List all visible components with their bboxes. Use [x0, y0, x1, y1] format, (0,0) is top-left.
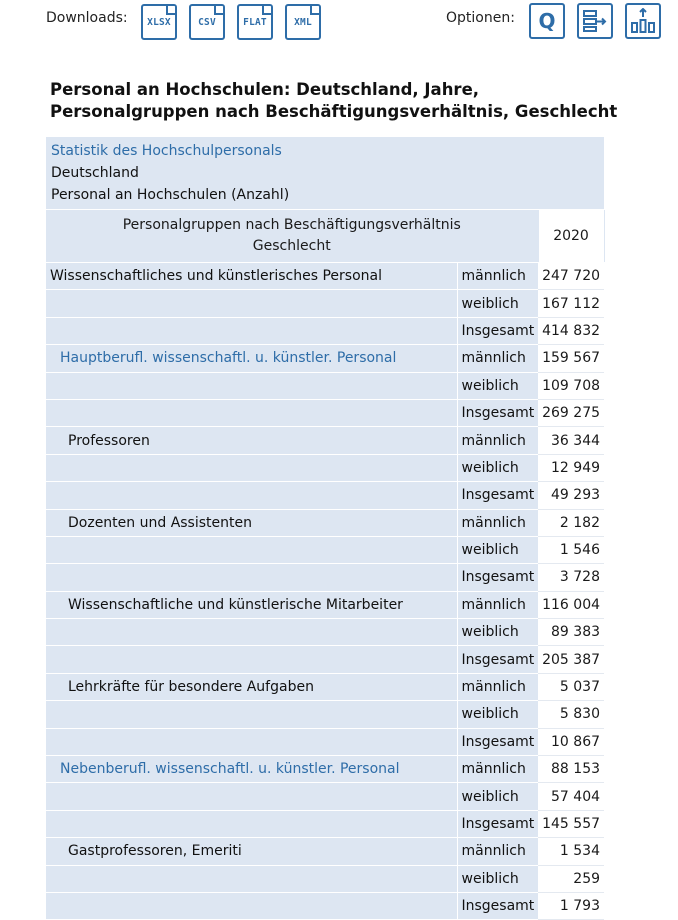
row-group-label: Wissenschaftliche und künstlerische Mitarbeiter — [46, 591, 457, 618]
table-meta — [46, 137, 604, 210]
row-value: 1 546 — [538, 536, 604, 563]
table-row — [46, 263, 604, 290]
row-group-label — [46, 399, 457, 426]
row-sex-label: weiblich — [457, 865, 538, 892]
file-xml-icon: XML — [294, 16, 312, 28]
row-value: 10 867 — [538, 728, 604, 755]
row-value: 205 387 — [538, 646, 604, 673]
row-sex-label: weiblich — [457, 290, 538, 317]
row-sex-label: Insgesamt — [457, 399, 538, 426]
row-value: 5 037 — [538, 673, 604, 700]
row-value: 145 557 — [538, 810, 604, 837]
table-row — [46, 673, 604, 700]
row-value: 49 293 — [538, 482, 604, 509]
table-row — [46, 345, 604, 372]
table-row — [46, 290, 604, 317]
table-header-row — [46, 210, 604, 263]
row-value: 36 344 — [538, 427, 604, 454]
row-group-label — [46, 290, 457, 317]
file-csv-icon: CSV — [198, 16, 216, 28]
table-row — [46, 756, 604, 783]
row-group-label[interactable]: Nebenberufl. wissenschaftl. u. künstler. Personal — [46, 756, 457, 783]
row-sex-label: weiblich — [457, 536, 538, 563]
row-value: 89 383 — [538, 619, 604, 646]
table-row — [46, 482, 604, 509]
pivot-button[interactable] — [577, 3, 613, 39]
row-value: 3 728 — [538, 564, 604, 591]
row-value: 109 708 — [538, 372, 604, 399]
table-row — [46, 783, 604, 810]
row-group-label — [46, 317, 457, 344]
table-row — [46, 509, 604, 536]
row-value: 259 — [538, 865, 604, 892]
row-sex-label: Insgesamt — [457, 892, 538, 919]
pivot-arrange-icon — [582, 9, 608, 33]
row-sex-label: weiblich — [457, 619, 538, 646]
row-group-label — [46, 564, 457, 591]
row-value: 167 112 — [538, 290, 604, 317]
row-group-label — [46, 865, 457, 892]
row-group-label — [46, 482, 457, 509]
row-value: 247 720 — [538, 263, 604, 290]
column-header-line2: Geschlecht — [252, 238, 331, 254]
row-value: 57 404 — [538, 783, 604, 810]
row-group-label — [46, 646, 457, 673]
meta-source[interactable]: Statistik des Hochschulpersonals — [51, 143, 282, 159]
row-group-label — [46, 810, 457, 837]
meta-measure: Personal an Hochschulen (Anzahl) — [51, 187, 290, 203]
row-group-label[interactable]: Hauptberufl. wissenschaftl. u. künstler. Personal — [46, 345, 457, 372]
row-sex-label: weiblich — [457, 783, 538, 810]
column-header-line1: Personalgruppen nach Beschäftigungsverhältnis — [122, 217, 461, 233]
row-value: 1 793 — [538, 892, 604, 919]
row-group-label — [46, 892, 457, 919]
meta-region: Deutschland — [51, 165, 139, 181]
row-sex-label: Insgesamt — [457, 810, 538, 837]
row-group-label: Gastprofessoren, Emeriti — [46, 838, 457, 865]
row-group-label — [46, 372, 457, 399]
row-value: 116 004 — [538, 591, 604, 618]
download-xlsx-button[interactable] — [141, 4, 177, 40]
table-title-line2: Personalgruppen nach Beschäftigungsverhältnis, Geschlecht — [50, 102, 618, 121]
row-value: 2 182 — [538, 509, 604, 536]
row-group-label: Dozenten und Assistenten — [46, 509, 457, 536]
table-row — [46, 619, 604, 646]
row-value: 159 567 — [538, 345, 604, 372]
row-group-label — [46, 619, 457, 646]
row-group-label: Professoren — [46, 427, 457, 454]
table-row — [46, 810, 604, 837]
table-row — [46, 427, 604, 454]
row-sex-label: männlich — [457, 427, 538, 454]
download-xml-button[interactable] — [285, 4, 321, 40]
row-group-label — [46, 783, 457, 810]
column-header — [46, 210, 538, 263]
download-csv-button[interactable] — [189, 4, 225, 40]
table-row — [46, 646, 604, 673]
row-group-label — [46, 728, 457, 755]
row-sex-label: männlich — [457, 591, 538, 618]
row-sex-label: männlich — [457, 345, 538, 372]
row-value: 1 534 — [538, 838, 604, 865]
query-button[interactable] — [529, 3, 565, 39]
table-row — [46, 892, 604, 919]
table-row — [46, 317, 604, 344]
table-row — [46, 701, 604, 728]
year-header: 2020 — [538, 210, 604, 263]
row-value: 5 830 — [538, 701, 604, 728]
row-group-label: Lehrkräfte für besondere Aufgaben — [46, 673, 457, 700]
row-group-label — [46, 701, 457, 728]
data-table-body — [46, 137, 604, 920]
download-flat-button[interactable] — [237, 4, 273, 40]
file-xlsx-icon: XLSX — [147, 16, 171, 28]
row-sex-label: männlich — [457, 756, 538, 783]
row-value: 414 832 — [538, 317, 604, 344]
row-sex-label: weiblich — [457, 454, 538, 481]
row-group-label — [46, 536, 457, 563]
row-sex-label: weiblich — [457, 372, 538, 399]
row-sex-label: männlich — [457, 838, 538, 865]
row-sex-label: männlich — [457, 673, 538, 700]
table-row — [46, 454, 604, 481]
row-group-label — [46, 454, 457, 481]
row-sex-label: Insgesamt — [457, 728, 538, 755]
row-value: 12 949 — [538, 454, 604, 481]
table-row — [46, 536, 604, 563]
row-sex-label: männlich — [457, 509, 538, 536]
row-sex-label: Insgesamt — [457, 564, 538, 591]
row-group-label: Wissenschaftliches und künstlerisches Personal — [46, 263, 457, 290]
row-sex-label: Insgesamt — [457, 646, 538, 673]
table-row — [46, 372, 604, 399]
table-title — [50, 79, 650, 123]
data-table — [46, 137, 605, 920]
file-flat-icon: FLAT — [243, 16, 267, 28]
row-value: 269 275 — [538, 399, 604, 426]
row-value: 88 153 — [538, 756, 604, 783]
table-row — [46, 728, 604, 755]
table-row — [46, 399, 604, 426]
q-icon: Q — [538, 9, 556, 33]
row-sex-label: weiblich — [457, 701, 538, 728]
table-meta-row — [46, 137, 604, 210]
table-row — [46, 865, 604, 892]
downloads-label: Downloads: — [46, 10, 128, 26]
row-sex-label: Insgesamt — [457, 482, 538, 509]
options-label: Optionen: — [446, 10, 515, 26]
table-row — [46, 564, 604, 591]
toolbar — [0, 0, 678, 48]
table-row — [46, 838, 604, 865]
table-row — [46, 591, 604, 618]
bar-chart-export-icon — [630, 8, 656, 34]
table-title-line1: Personal an Hochschulen: Deutschland, Jahre, — [50, 80, 480, 99]
row-sex-label: männlich — [457, 263, 538, 290]
row-sex-label: Insgesamt — [457, 317, 538, 344]
chart-button[interactable] — [625, 3, 661, 39]
